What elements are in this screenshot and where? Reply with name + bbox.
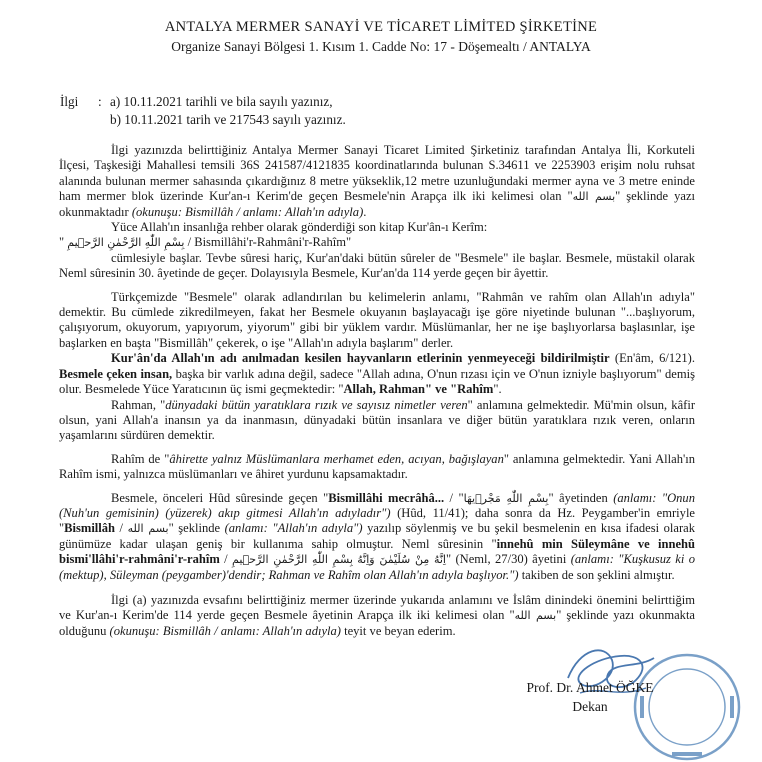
paragraph-2: Yüce Allah'ın insanlığa rehber olarak gönderdiği son kitap Kur'ân-ı Kerîm: " بِسْمِ اللّٰهِ الرَّحْمٰنِ الرَّح۪يمِ / Bismillâhi'r-Rahmâni'r-Rahîm": [59, 220, 488, 250]
signatory-title: Dekan: [572, 699, 608, 714]
paragraph-1: İlgi yazınızda belirttiğiniz Antalya Mermer Sanayi Ticaret Limited Şirketiniz tarafından Antalya İli, Korkuteli İlçesi, Taşkesiği Mahallesi temsili 36S 241587/4121835 koordinatlarında bulunan S.34611 ve 2253903 erişim nolu ruhsat alanında bulunan mermer sahasında çıkardığınız 8 metre yükseklik,12 metre uzunluğundaki mermer ayna ve 3 metre eninde ham mermer blok üzerinde Kur'an-ı Kerim'de geçen Besmele'nin Arapça ilk iki kelimesi olan "بسم الله" şeklinde yazı okunmaktadır (okunuşu: Bismillâh / anlamı: Allah'ın adıyla).: [59, 143, 696, 219]
signature-block: [500, 678, 680, 716]
paragraph-4: Kur'ân'da Allah'ın adı anılmadan kesilen hayvanların etlerinin yenmeyeceği bildirilmiştir (En'âm, 6/121). Besmele çeken insan, başka bir varlık adına değil, sadece "Allah adına, O'nun rızası için ve O'nun izniyle başlıyorum" demiş olur. Besmelede Yüce Yaratıcının üç ismi geçmektedir: "Allah, Rahman" ve "Rahîm".: [59, 351, 695, 397]
reference-block: [60, 93, 346, 129]
paragraph-8: İlgi (a) yazınızda evsafını belirttiğiniz mermer üzerinde yukarıda anlamını ve İslâm dinindeki önemini belirttiğim ve Kur'an-ı Kerim'de 114 yerde geçen Besmele âyetinin Arapça ilk iki kelimesi olan "بسم الله" şeklinde yazı okunmakta olduğunu (okunuşu: Bismillâh / anlamı: Allah'ın adıyla) teyit ve beyan ederim.: [59, 592, 695, 638]
letter-body: [59, 143, 695, 639]
paragraph-6: Rahîm de "âhirette yalnız Müslümanlara merhamet eden, acıyan, bağışlayan" anlamına gelmektedir. Yani Allah'ın Rahîm ismi, yalnızca müslümanları ve âhiret yurdunu kapsamaktadır.: [59, 451, 695, 482]
reference-item-a: a) 10.11.2021 tarihli ve bila sayılı yazınız,: [110, 94, 333, 109]
addressee-company: ANTALYA MERMER SANAYİ VE TİCARET LİMİTED ŞİRKETİNE: [164, 19, 598, 35]
addressee-address: Organize Sanayi Bölgesi 1. Kısım 1. Cadde No: 17 - Döşemealtı / ANTALYA: [171, 39, 591, 54]
paragraph-7: Besmele, önceleri Hûd sûresinde geçen "Bismillâhi mecrâhâ... / "بِسْمِ اللّٰهِ مَجْر۪يهَا" âyetinden (anlamı: "Onun (Nuh'un gemisinin) (yüzerek) akıp gitmesi Allah'ın adıyladır") (Hûd, 11/41); daha sonra da Hz. Peygamber'in emriyle "Bismillâh / بسم الله" şeklinde (anlamı: "Allah'ın adıyla") yazılıp söylenmiş ve bu şekil besmelenin en kısa ifadesi olarak günümüze kadar ulaşan geniş bir kullanıma sahip olmuştur. Neml sûresinin "innehû min Süleymâne ve innehû bismi'llâhi'r-rahmâni'r-rahîm / بِسْمِ اللّٰهِ الرَّحْمٰنِ الرَّح۪يمِ اِنَّهُ مِنْ سُلَيْمٰنَ وَاِنَّهُ" (Neml, 27/30) âyetini (anlamı: "Kuşkusuz ki o (mektup), Süleyman (peygamber)'dendir; Rahman ve Rahîm olan Allah'ın adıyla başlıyor.") takiben de son şeklini almıştır.: [59, 490, 696, 582]
paragraph-3: Türkçemizde "Besmele" olarak adlandırılan bu kelimelerin anlamı, "Rahmân ve rahîm olan Allah'ın adıyla" demektir. Bu cümlede zikredilmeyen, fakat her Besmele okuyanın başlayacağı işe göre niyetinde bulunan "...başlıyorum, çalışıyorum, okuyorum, yapıyorum, yiyorum" gibi bir yüklem vardır. Müslümanlar, her ne işe başlıyorlarsa başlasınlar, işe başlarken en başta "Bismillâh" çekerek, o işe "Allah'ın adıyla başlarım" derler.: [59, 289, 695, 350]
paragraph-5: Rahman, "dünyadaki bütün yaratıklara rızık ve sayısız nimetler veren" anlamına gelmektedir. Mü'min olsun, kâfir olsun, yani Allah'a inansın ya da inanmasın, dünyadaki bütün insanlara ve diğer bütün yaratıklara rızık veren, onların yaşamlarını sürdüren demektir.: [59, 397, 695, 443]
paragraph-2-cont: cümlesiyle başlar. Tevbe sûresi hariç, Kur'an'daki bütün sûreler de "Besmele" ile başlar. Besmele, müstakil olarak Neml sûresinin 30. âyetinde de geçer. Dolayısıyla Besmele, Kur'an'da 114 yerde geçen bir âyettir.: [59, 250, 695, 281]
reference-colon: :: [98, 94, 102, 109]
reference-label: İlgi: [60, 94, 79, 109]
reference-item-b: b) 10.11.2021 tarih ve 217543 sayılı yazınız.: [110, 112, 346, 127]
reference-row-b: [60, 111, 346, 129]
letter-header: [0, 18, 762, 56]
reference-row-a: [60, 93, 346, 111]
signatory-name: Prof. Dr. Ahmet ÖĞKE: [526, 680, 654, 695]
